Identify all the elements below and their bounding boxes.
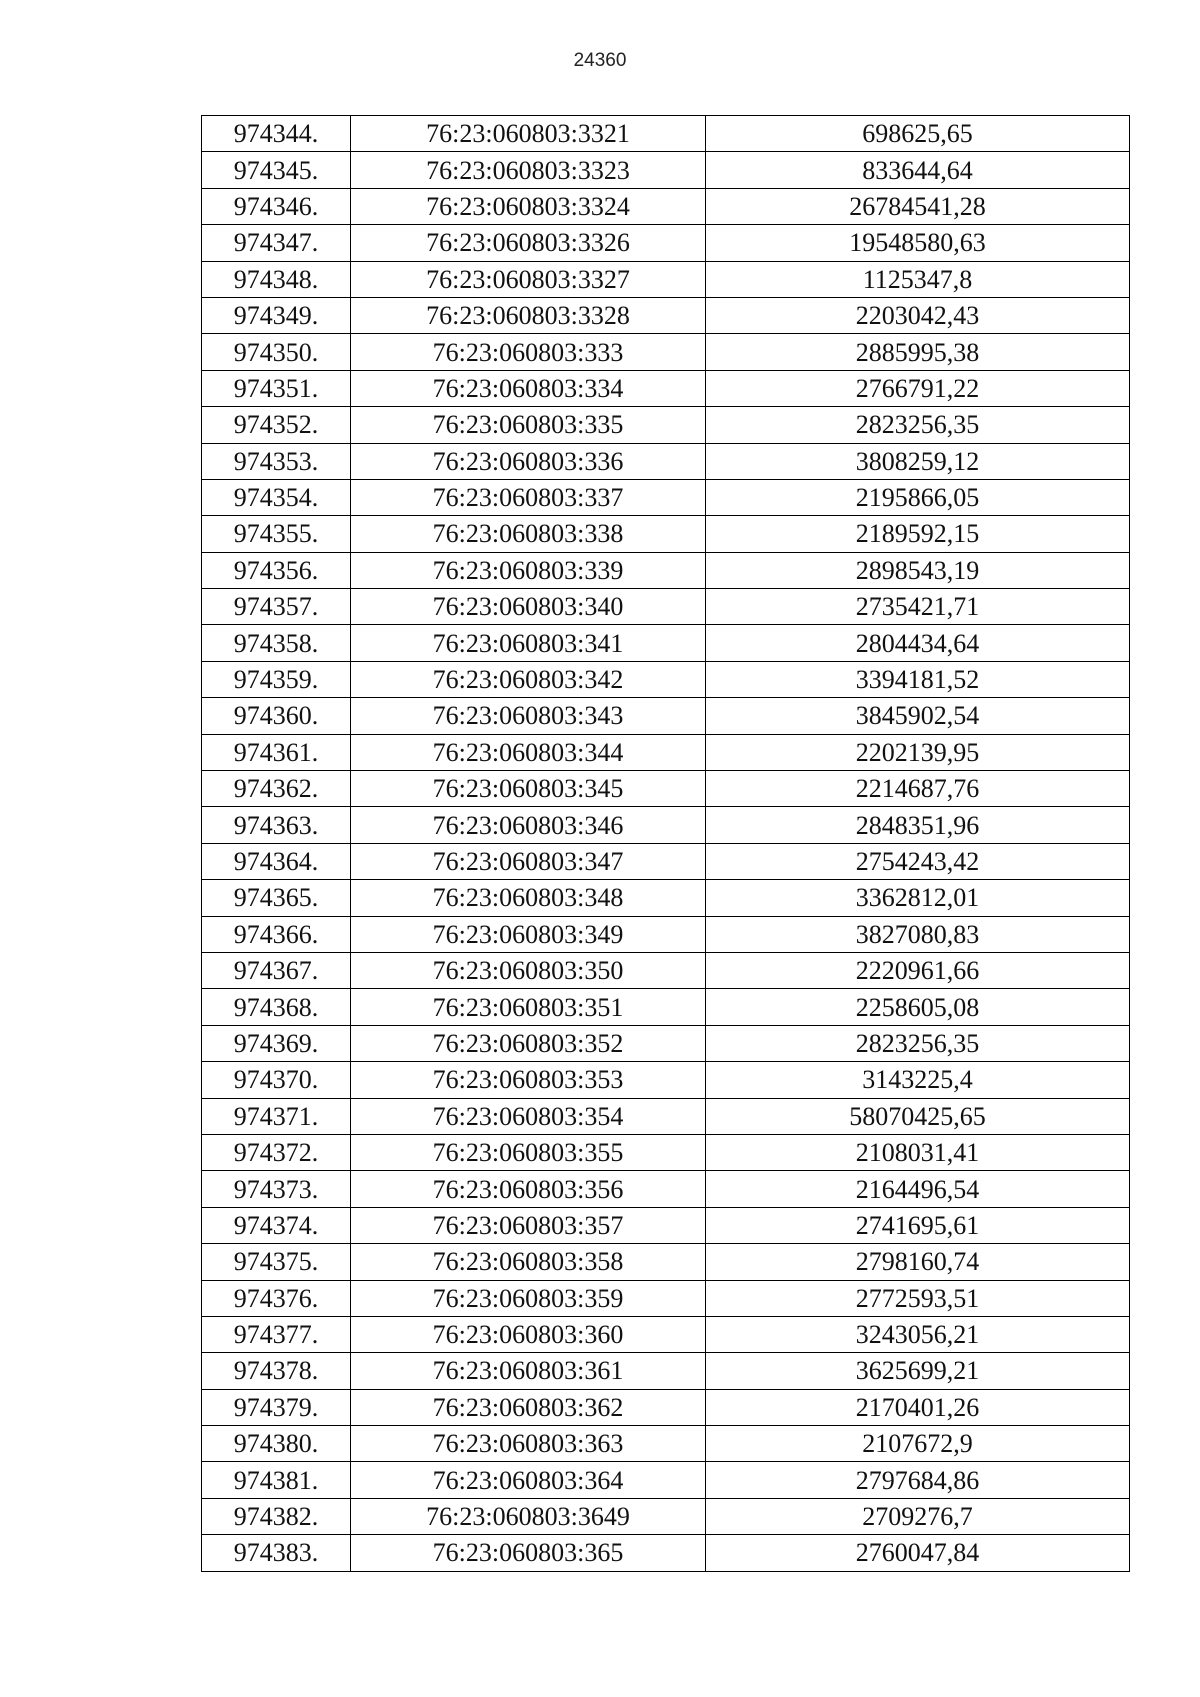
cadastral-number-cell: 76:23:060803:3323 bbox=[351, 152, 706, 188]
cadastral-number-cell: 76:23:060803:340 bbox=[351, 589, 706, 625]
table-row bbox=[202, 116, 1130, 152]
cadastral-number-cell: 76:23:060803:3328 bbox=[351, 297, 706, 333]
cadastral-number-cell: 76:23:060803:354 bbox=[351, 1098, 706, 1134]
cadastral-number-cell: 76:23:060803:334 bbox=[351, 370, 706, 406]
cadastral-value-cell: 2797684,86 bbox=[706, 1462, 1130, 1498]
table-row bbox=[202, 1280, 1130, 1316]
row-number-cell: 974370. bbox=[202, 1062, 351, 1098]
row-number-cell: 974349. bbox=[202, 297, 351, 333]
cadastral-value-cell: 2170401,26 bbox=[706, 1389, 1130, 1425]
cadastral-number-cell: 76:23:060803:346 bbox=[351, 807, 706, 843]
row-number-cell: 974350. bbox=[202, 334, 351, 370]
cadastral-number-cell: 76:23:060803:338 bbox=[351, 516, 706, 552]
row-number-cell: 974351. bbox=[202, 370, 351, 406]
row-number-cell: 974360. bbox=[202, 698, 351, 734]
table-row bbox=[202, 1062, 1130, 1098]
table-row bbox=[202, 1171, 1130, 1207]
row-number-cell: 974368. bbox=[202, 989, 351, 1025]
table-row bbox=[202, 661, 1130, 697]
cadastral-value-cell: 2772593,51 bbox=[706, 1280, 1130, 1316]
row-number-cell: 974377. bbox=[202, 1316, 351, 1352]
table-row bbox=[202, 698, 1130, 734]
cadastral-value-cell: 3394181,52 bbox=[706, 661, 1130, 697]
table-row bbox=[202, 225, 1130, 261]
cadastral-value-cell: 2760047,84 bbox=[706, 1535, 1130, 1571]
cadastral-value-cell: 2214687,76 bbox=[706, 771, 1130, 807]
cadastral-value-cell: 2164496,54 bbox=[706, 1171, 1130, 1207]
cadastral-value-cell: 2735421,71 bbox=[706, 589, 1130, 625]
cadastral-number-cell: 76:23:060803:348 bbox=[351, 880, 706, 916]
cadastral-number-cell: 76:23:060803:362 bbox=[351, 1389, 706, 1425]
cadastral-value-cell: 3625699,21 bbox=[706, 1353, 1130, 1389]
cadastral-value-cell: 2741695,61 bbox=[706, 1207, 1130, 1243]
table-row bbox=[202, 1316, 1130, 1352]
cadastral-number-cell: 76:23:060803:333 bbox=[351, 334, 706, 370]
cadastral-number-cell: 76:23:060803:3326 bbox=[351, 225, 706, 261]
table-row bbox=[202, 1134, 1130, 1170]
cadastral-value-cell: 2258605,08 bbox=[706, 989, 1130, 1025]
cadastral-value-cell: 2195866,05 bbox=[706, 479, 1130, 515]
cadastral-value-cell: 2107672,9 bbox=[706, 1426, 1130, 1462]
cadastral-value-cell: 26784541,28 bbox=[706, 188, 1130, 224]
cadastral-value-table bbox=[201, 115, 1130, 1572]
row-number-cell: 974348. bbox=[202, 261, 351, 297]
cadastral-number-cell: 76:23:060803:3327 bbox=[351, 261, 706, 297]
cadastral-number-cell: 76:23:060803:336 bbox=[351, 443, 706, 479]
cadastral-value-cell: 2709276,7 bbox=[706, 1498, 1130, 1534]
row-number-cell: 974382. bbox=[202, 1498, 351, 1534]
row-number-cell: 974369. bbox=[202, 1025, 351, 1061]
row-number-cell: 974380. bbox=[202, 1426, 351, 1462]
cadastral-value-cell: 698625,65 bbox=[706, 116, 1130, 152]
cadastral-number-cell: 76:23:060803:335 bbox=[351, 407, 706, 443]
table-row bbox=[202, 297, 1130, 333]
cadastral-number-cell: 76:23:060803:351 bbox=[351, 989, 706, 1025]
cadastral-number-cell: 76:23:060803:350 bbox=[351, 952, 706, 988]
cadastral-value-cell: 3362812,01 bbox=[706, 880, 1130, 916]
table-row bbox=[202, 952, 1130, 988]
cadastral-value-cell: 2848351,96 bbox=[706, 807, 1130, 843]
cadastral-value-cell: 2798160,74 bbox=[706, 1244, 1130, 1280]
row-number-cell: 974378. bbox=[202, 1353, 351, 1389]
cadastral-value-cell: 2754243,42 bbox=[706, 843, 1130, 879]
row-number-cell: 974364. bbox=[202, 843, 351, 879]
cadastral-number-cell: 76:23:060803:365 bbox=[351, 1535, 706, 1571]
row-number-cell: 974345. bbox=[202, 152, 351, 188]
cadastral-number-cell: 76:23:060803:364 bbox=[351, 1462, 706, 1498]
row-number-cell: 974354. bbox=[202, 479, 351, 515]
cadastral-value-cell: 2202139,95 bbox=[706, 734, 1130, 770]
table-row bbox=[202, 188, 1130, 224]
table-row bbox=[202, 1389, 1130, 1425]
cadastral-value-cell: 2766791,22 bbox=[706, 370, 1130, 406]
row-number-cell: 974371. bbox=[202, 1098, 351, 1134]
cadastral-value-cell: 2823256,35 bbox=[706, 1025, 1130, 1061]
table-row bbox=[202, 152, 1130, 188]
cadastral-value-cell: 2885995,38 bbox=[706, 334, 1130, 370]
row-number-cell: 974352. bbox=[202, 407, 351, 443]
cadastral-value-cell: 1125347,8 bbox=[706, 261, 1130, 297]
cadastral-number-cell: 76:23:060803:342 bbox=[351, 661, 706, 697]
row-number-cell: 974375. bbox=[202, 1244, 351, 1280]
cadastral-value-cell: 3845902,54 bbox=[706, 698, 1130, 734]
cadastral-value-cell: 58070425,65 bbox=[706, 1098, 1130, 1134]
table-row bbox=[202, 1207, 1130, 1243]
table-row bbox=[202, 261, 1130, 297]
table-row bbox=[202, 1244, 1130, 1280]
row-number-cell: 974381. bbox=[202, 1462, 351, 1498]
table-row bbox=[202, 916, 1130, 952]
table-row bbox=[202, 771, 1130, 807]
cadastral-number-cell: 76:23:060803:3321 bbox=[351, 116, 706, 152]
row-number-cell: 974353. bbox=[202, 443, 351, 479]
cadastral-number-cell: 76:23:060803:341 bbox=[351, 625, 706, 661]
cadastral-number-cell: 76:23:060803:3324 bbox=[351, 188, 706, 224]
cadastral-value-cell: 2108031,41 bbox=[706, 1134, 1130, 1170]
row-number-cell: 974372. bbox=[202, 1134, 351, 1170]
cadastral-number-cell: 76:23:060803:359 bbox=[351, 1280, 706, 1316]
table-row bbox=[202, 589, 1130, 625]
cadastral-number-cell: 76:23:060803:355 bbox=[351, 1134, 706, 1170]
cadastral-value-cell: 2898543,19 bbox=[706, 552, 1130, 588]
cadastral-number-cell: 76:23:060803:345 bbox=[351, 771, 706, 807]
cadastral-number-cell: 76:23:060803:344 bbox=[351, 734, 706, 770]
cadastral-value-cell: 3143225,4 bbox=[706, 1062, 1130, 1098]
table-row bbox=[202, 880, 1130, 916]
table-row bbox=[202, 989, 1130, 1025]
table-row bbox=[202, 1025, 1130, 1061]
cadastral-number-cell: 76:23:060803:339 bbox=[351, 552, 706, 588]
cadastral-value-cell: 3827080,83 bbox=[706, 916, 1130, 952]
table-row bbox=[202, 479, 1130, 515]
cadastral-value-cell: 3808259,12 bbox=[706, 443, 1130, 479]
row-number-cell: 974374. bbox=[202, 1207, 351, 1243]
table-row bbox=[202, 1535, 1130, 1571]
table-body bbox=[202, 116, 1130, 1572]
row-number-cell: 974365. bbox=[202, 880, 351, 916]
row-number-cell: 974355. bbox=[202, 516, 351, 552]
cadastral-value-cell: 2804434,64 bbox=[706, 625, 1130, 661]
cadastral-number-cell: 76:23:060803:3649 bbox=[351, 1498, 706, 1534]
row-number-cell: 974367. bbox=[202, 952, 351, 988]
cadastral-number-cell: 76:23:060803:360 bbox=[351, 1316, 706, 1352]
cadastral-value-cell: 19548580,63 bbox=[706, 225, 1130, 261]
table-row bbox=[202, 516, 1130, 552]
row-number-cell: 974361. bbox=[202, 734, 351, 770]
table-row bbox=[202, 443, 1130, 479]
cadastral-number-cell: 76:23:060803:352 bbox=[351, 1025, 706, 1061]
cadastral-number-cell: 76:23:060803:343 bbox=[351, 698, 706, 734]
row-number-cell: 974359. bbox=[202, 661, 351, 697]
cadastral-number-cell: 76:23:060803:347 bbox=[351, 843, 706, 879]
row-number-cell: 974379. bbox=[202, 1389, 351, 1425]
table-row bbox=[202, 1462, 1130, 1498]
cadastral-number-cell: 76:23:060803:361 bbox=[351, 1353, 706, 1389]
row-number-cell: 974373. bbox=[202, 1171, 351, 1207]
table-row bbox=[202, 1098, 1130, 1134]
row-number-cell: 974344. bbox=[202, 116, 351, 152]
table-row bbox=[202, 1498, 1130, 1534]
cadastral-number-cell: 76:23:060803:349 bbox=[351, 916, 706, 952]
row-number-cell: 974347. bbox=[202, 225, 351, 261]
row-number-cell: 974356. bbox=[202, 552, 351, 588]
cadastral-number-cell: 76:23:060803:363 bbox=[351, 1426, 706, 1462]
table-row bbox=[202, 370, 1130, 406]
page-number: 24360 bbox=[573, 50, 627, 71]
cadastral-value-cell: 2220961,66 bbox=[706, 952, 1130, 988]
cadastral-number-cell: 76:23:060803:358 bbox=[351, 1244, 706, 1280]
table-row bbox=[202, 734, 1130, 770]
row-number-cell: 974383. bbox=[202, 1535, 351, 1571]
row-number-cell: 974376. bbox=[202, 1280, 351, 1316]
row-number-cell: 974346. bbox=[202, 188, 351, 224]
cadastral-value-cell: 2189592,15 bbox=[706, 516, 1130, 552]
cadastral-value-cell: 3243056,21 bbox=[706, 1316, 1130, 1352]
cadastral-value-cell: 833644,64 bbox=[706, 152, 1130, 188]
row-number-cell: 974358. bbox=[202, 625, 351, 661]
table-row bbox=[202, 807, 1130, 843]
cadastral-value-cell: 2823256,35 bbox=[706, 407, 1130, 443]
cadastral-number-cell: 76:23:060803:337 bbox=[351, 479, 706, 515]
row-number-cell: 974366. bbox=[202, 916, 351, 952]
table-row bbox=[202, 843, 1130, 879]
cadastral-value-cell: 2203042,43 bbox=[706, 297, 1130, 333]
table-row bbox=[202, 625, 1130, 661]
cadastral-number-cell: 76:23:060803:357 bbox=[351, 1207, 706, 1243]
table-row bbox=[202, 334, 1130, 370]
table-row bbox=[202, 1353, 1130, 1389]
table-row bbox=[202, 1426, 1130, 1462]
row-number-cell: 974362. bbox=[202, 771, 351, 807]
cadastral-number-cell: 76:23:060803:356 bbox=[351, 1171, 706, 1207]
cadastral-number-cell: 76:23:060803:353 bbox=[351, 1062, 706, 1098]
table-row bbox=[202, 552, 1130, 588]
row-number-cell: 974363. bbox=[202, 807, 351, 843]
row-number-cell: 974357. bbox=[202, 589, 351, 625]
table-row bbox=[202, 407, 1130, 443]
